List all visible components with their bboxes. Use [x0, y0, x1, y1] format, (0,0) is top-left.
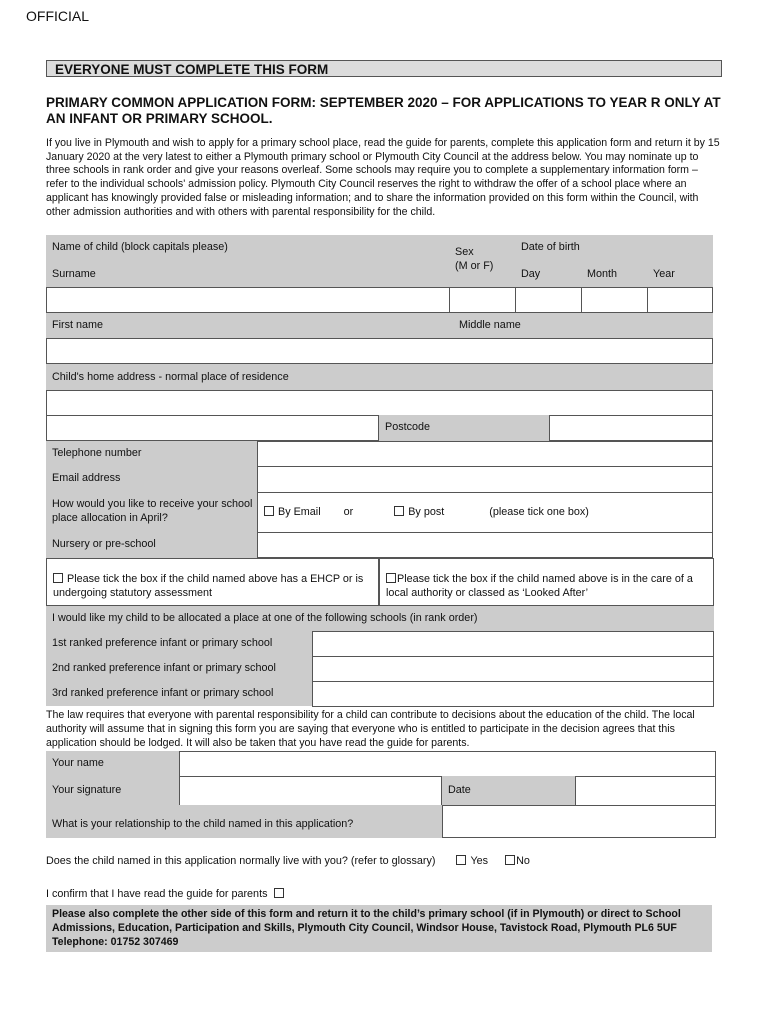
postcode-input[interactable]	[549, 415, 713, 441]
email-input[interactable]	[257, 466, 713, 493]
pref1-label: 1st ranked preference infant or primary school	[46, 631, 312, 656]
signature-input[interactable]	[179, 776, 442, 806]
telephone-input[interactable]	[257, 441, 713, 467]
ehcp-text: Please tick the box if the child named above has a EHCP or is undergoing statutory assessment	[53, 573, 364, 599]
receive-allocation-label: How would you like to receive your school place allocation in April?	[46, 492, 257, 532]
middle-name-label: Middle name	[449, 313, 713, 338]
your-signature-label: Your signature	[46, 776, 179, 805]
dob-label: Date of birth	[515, 235, 713, 262]
confirm-checkbox[interactable]	[274, 888, 284, 898]
or-text: or	[343, 506, 354, 518]
address-label: Child's home address - normal place of residence	[46, 364, 713, 390]
ehcp-cell	[46, 558, 379, 606]
no-label: No	[516, 855, 530, 867]
official-marking: OFFICIAL	[26, 8, 90, 24]
intro-paragraph: If you live in Plymouth and wish to apply for a primary school place, read the guide for parents, complete this application form and return it by 15 January 2020 at the very latest to either a Plymouth primary school or Plymouth City Council at the address below. You may nominate up to three schools in rank order and give your reasons overleaf. Some schools may require you to complete a supplementary information form – refer to the individual schools' admission policy. Plymouth City Council reserves the right to withdraw the offer of a school place where an applicant has knowingly provided false or misleading information; and to share the information provided on this form within the Council, with other admission authorities and with others with parental responsibility for the child.	[46, 137, 720, 218]
date-label: Date	[442, 776, 575, 805]
receive-allocation-options	[257, 492, 713, 533]
your-name-input[interactable]	[179, 751, 716, 777]
return-instructions: Please also complete the other side of this form and return it to the child’s primary school (if in Plymouth) or direct to School Admissions, Education, Participation and Skills, Plymouth City Council, Windsor House, Tavistock Road, Plymouth PL6 5UF Telephone: 01752 307469	[46, 905, 712, 952]
confirm-text: I confirm that I have read the guide for parents	[46, 888, 268, 900]
pref2-input[interactable]	[312, 656, 714, 682]
looked-after-cell	[379, 558, 714, 606]
surname-label: Surname	[46, 262, 449, 287]
by-email-label: By Email	[278, 506, 321, 518]
dob-month-label: Month	[581, 262, 647, 287]
nursery-label: Nursery or pre-school	[46, 532, 257, 558]
yes-checkbox[interactable]	[456, 855, 466, 865]
form-banner: EVERYONE MUST COMPLETE THIS FORM	[46, 60, 722, 77]
dob-day-input[interactable]	[515, 287, 582, 313]
postcode-label: Postcode	[379, 415, 549, 441]
tick-one-hint: (please tick one box)	[489, 506, 589, 518]
declaration-paragraph: The law requires that everyone with parental responsibility for a child can contribute to decisions about the education of the child. The local authority will assume that in signing this form you are saying that everyone who is entitled to participate in the decision agrees that this application should be lodged. It will also be taken that you have read the guide for parents.	[46, 709, 695, 749]
dob-year-input[interactable]	[647, 287, 713, 313]
address-input-2[interactable]	[46, 415, 379, 441]
relationship-input[interactable]	[442, 805, 716, 838]
yes-label: Yes	[470, 855, 489, 867]
first-name-label: First name	[46, 313, 449, 338]
email-label: Email address	[46, 466, 257, 492]
sex-hint: (M or F)	[455, 260, 494, 272]
live-with-question	[46, 855, 530, 867]
pref3-input[interactable]	[312, 681, 714, 707]
ehcp-checkbox[interactable]	[53, 573, 63, 583]
dob-year-label: Year	[647, 262, 713, 287]
child-name-label: Name of child (block capitals please)	[46, 235, 449, 262]
by-post-label: By post	[408, 506, 445, 518]
your-name-label: Your name	[46, 751, 179, 776]
pref2-label: 2nd ranked preference infant or primary school	[46, 656, 312, 681]
surname-input[interactable]	[46, 287, 450, 313]
live-with-text: Does the child named in this application normally live with you? (refer to glossary)	[46, 855, 436, 867]
sex-input[interactable]	[449, 287, 516, 313]
dob-month-input[interactable]	[581, 287, 648, 313]
relationship-label: What is your relationship to the child named in this application?	[46, 805, 442, 838]
pref1-input[interactable]	[312, 631, 714, 657]
sex-label: Sex	[455, 246, 474, 258]
no-checkbox[interactable]	[505, 855, 515, 865]
date-input[interactable]	[575, 776, 716, 806]
dob-day-label: Day	[515, 262, 581, 287]
form-title: PRIMARY COMMON APPLICATION FORM: SEPTEMBER 2020 – FOR APPLICATIONS TO YEAR R ONLY AT AN INFANT OR PRIMARY SCHOOL.	[46, 95, 721, 126]
pref3-label: 3rd ranked preference infant or primary school	[46, 681, 312, 706]
schools-heading: I would like my child to be allocated a place at one of the following schools (in rank order)	[46, 606, 714, 631]
looked-after-checkbox[interactable]	[386, 573, 396, 583]
confirm-line	[46, 888, 288, 900]
looked-after-text: Please tick the box if the child named above is in the care of a local authority or classed as ‘Looked After’	[386, 573, 693, 599]
sex-label-cell	[449, 235, 515, 287]
address-input[interactable]	[46, 390, 713, 416]
by-post-checkbox[interactable]	[394, 506, 404, 516]
nursery-input[interactable]	[257, 532, 713, 558]
by-email-checkbox[interactable]	[264, 506, 274, 516]
telephone-label: Telephone number	[46, 441, 257, 466]
first-middle-name-input[interactable]	[46, 338, 713, 364]
